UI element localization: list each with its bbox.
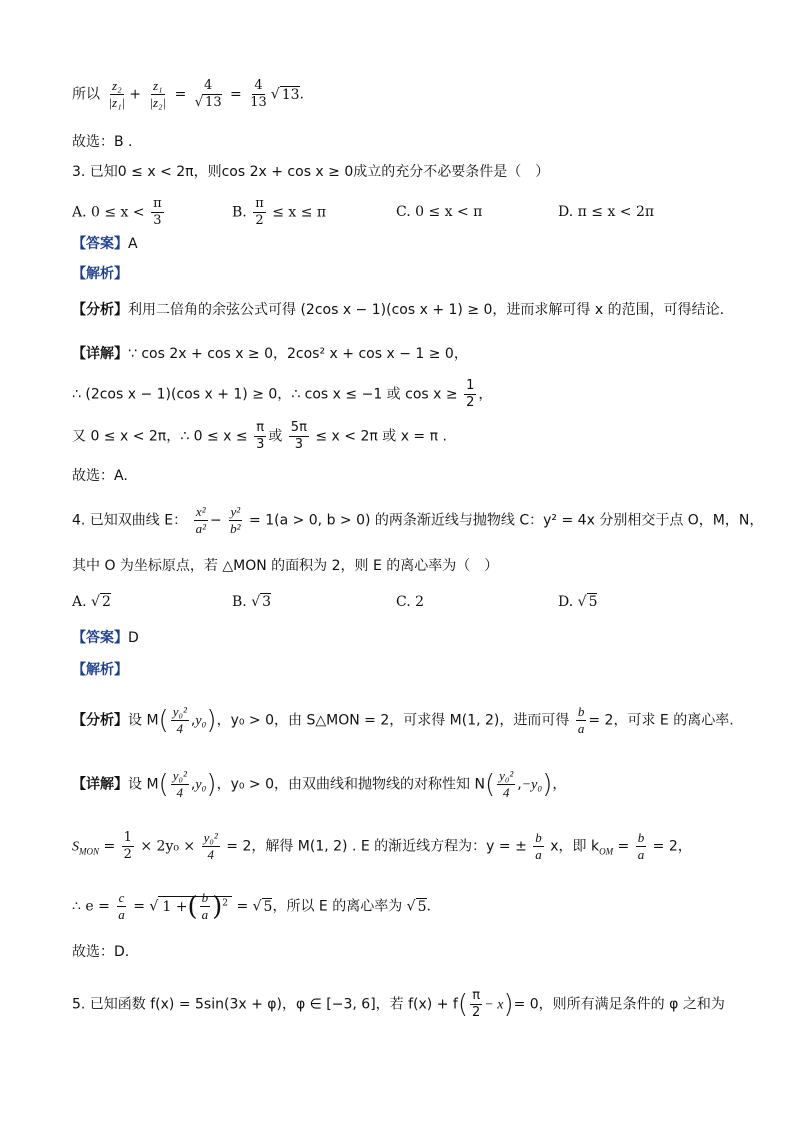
fraction: $\frac{4}{√ 13}$: [194, 78, 222, 110]
fraction: $\frac{b}{a}$: [201, 890, 209, 922]
analysis-label-3: 【解析】: [72, 266, 128, 282]
fraction: $\frac{\text{y²}}{\text{b²}}$: [230, 504, 241, 536]
question-3-options: [72, 196, 754, 226]
option-d: D. √ 5: [558, 594, 598, 610]
question-4-options: [72, 592, 754, 616]
fraction: $\frac{\text{y₀²}}{4}$: [203, 830, 218, 862]
fraction: $\frac{4}{13}$: [250, 78, 267, 110]
option-d: D. π ≤ x < 2π: [558, 204, 655, 220]
fraction: $\frac{1}{2}$: [466, 378, 475, 410]
select-d: 故选：D.: [72, 944, 130, 960]
fraction: $\frac{b}{a}$: [535, 830, 542, 862]
line-suoyi: 所以 $\frac{\text{z₂}}{\text{|z₁|}}$ + $\frac{\text{z₁}}{\text{|z₂|}}$ = $\frac{4}{√ 13}$ = $\frac{4}{13}$ √ 13.: [72, 78, 304, 110]
analysis-label-4: 【解析】: [72, 662, 128, 678]
fraction: $\frac{\pi}{2}$: [471, 988, 481, 1020]
xiangjie-3-line3: 又 0 ≤ x < 2π，∴ 0 ≤ x ≤ $\frac{\pi}{3}$ 或 $\frac{5\pi}{3}$ ≤ x < 2π 或 x = π .: [72, 420, 447, 452]
fraction: $\frac{\text{y₀²}}{4}$: [499, 768, 514, 800]
select-a: 故选：A.: [72, 468, 128, 484]
option-b: B. √ 3: [232, 594, 272, 610]
xiangjie-4-line3: ∴ e = $\frac{c}{a}$ = √ 1 +( $\frac{b}{a}$ )$^2$ = √ 5，所以 E 的离心率为 √ 5.: [72, 890, 431, 922]
fraction: $\frac{\text{z₁}}{\text{|z₂|}}$: [149, 78, 167, 110]
select-b: 故选：B .: [72, 134, 133, 150]
option-a: A. 0 ≤ x < $\frac{\pi}{3}$: [72, 196, 162, 228]
fraction: $\frac{5\pi}{3}$: [290, 420, 307, 452]
xiangjie-4-line2: $S_{MON}$ = $\frac{1}{2}$ × 2y₀ × $\frac{\text{y₀²}}{4}$ = 2，解得 M(1, 2) . E 的渐近线方程为：y = ± $\frac{b}{a}$ x，即 $k_{OM}$ = $\frac{b}{a}$ = 2，: [72, 830, 692, 862]
fraction: $\frac{b}{a}$: [637, 830, 645, 862]
fenxi-4: 【分析】设 M( $\frac{\text{y₀²}}{4}$ ,y₀)，y₀ > 0，由 S△MON = 2，可求得 M(1, 2)，进而可得 $\frac{b}{a}$ = 2，可求 E 的离心率.: [72, 704, 734, 736]
equals: =: [230, 86, 242, 103]
fraction: $\frac{1}{2}$: [123, 830, 132, 862]
fenxi-3: 【分析】利用二倍角的余弦公式可得 (2cos x − 1)(cos x + 1) ≥ 0，进而求解可得 x 的范围，可得结论.: [72, 302, 725, 318]
question-5: 5. 已知函数 f(x) = 5sin(3x + φ)，φ ∈ [−3, 6]，若 f(x) + f( $\frac{\pi}{2}$ − x)= 0，则所有满足条件的 φ 之和为: [72, 988, 725, 1020]
text: 所以: [72, 86, 100, 103]
xiangjie-4-line1: 【详解】设 M( $\frac{\text{y₀²}}{4}$ ,y₀)，y₀ > 0，由双曲线和抛物线的对称性知 N( $\frac{\text{y₀²}}{4}$ ,−y₀)，: [72, 768, 567, 800]
option-a: A. √ 2: [72, 594, 111, 610]
option-c: C. 0 ≤ x < π: [396, 204, 483, 220]
question-4-line2: 其中 O 为坐标原点，若 △MON 的面积为 2，则 E 的离心率为（ ）: [72, 558, 499, 574]
xiangjie-3-line2: ∴ (2cos x − 1)(cos x + 1) ≥ 0，∴ cos x ≤ −1 或 cos x ≥ $\frac{1}{2}$ ，: [72, 378, 493, 410]
fraction: $\frac{\pi}{3}$: [153, 196, 162, 228]
fraction: $\frac{\pi}{2}$: [255, 196, 264, 228]
question-3: 3. 已知0 ≤ x < 2π，则cos 2x + cos x ≥ 0成立的充分不必要条件是（ ）: [72, 164, 550, 180]
question-4-line1: 4. 已知双曲线 E： $\frac{\text{x²}}{\text{a²}}$ − $\frac{\text{y²}}{\text{b²}}$ = 1(a > 0, b > 0) 的两条渐近线与抛物线 C：y² = 4x 分别相交于点 O，M，N，: [72, 504, 764, 536]
option-c: C. 2: [396, 594, 425, 610]
fraction: $\frac{b}{a}$: [577, 704, 585, 736]
fraction: $\frac{\text{y₀²}}{4}$: [172, 704, 187, 736]
option-b: B. $\frac{\pi}{2}$ ≤ x ≤ π: [232, 196, 327, 228]
fraction: $\frac{\text{z₂}}{\text{|z₁|}}$: [108, 78, 126, 110]
fraction: $\frac{\pi}{3}$: [256, 420, 265, 452]
fraction: $\frac{c}{a}$: [118, 890, 125, 922]
fraction: $\frac{\text{y₀²}}{4}$: [172, 768, 187, 800]
fraction: $\frac{\text{x²}}{\text{a²}}$: [195, 504, 206, 536]
equals: =: [174, 86, 187, 103]
xiangjie-3-line1: 【详解】∵ cos 2x + cos x ≥ 0，2cos² x + cos x − 1 ≥ 0，: [72, 346, 468, 362]
answer-3: 【答案】A: [72, 236, 138, 252]
answer-4: 【答案】D: [72, 630, 139, 646]
